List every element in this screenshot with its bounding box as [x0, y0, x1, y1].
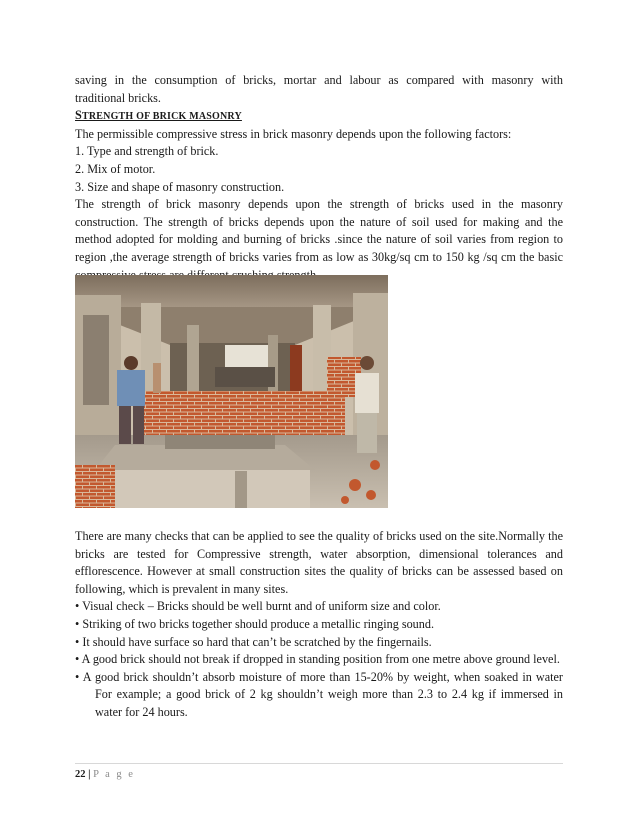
text-block-bottom [75, 528, 563, 722]
factor-item: 1. Type and strength of brick. [75, 144, 219, 159]
intro-line-2: traditional bricks. [75, 90, 161, 105]
bullet-item: • A good brick should not break if dropped in standing position from one metre above ground level. [75, 652, 560, 667]
factor-item: 3. Size and shape of masonry construction. [75, 179, 285, 194]
bullet-item: • A good brick shouldn’t absorb moisture of more than 15-20% by weight, when soaked in water For example; a good brick of 2 kg shouldn’t weigh more than 2.3 to 2.4 kg if immersed in water for 24 hours. [75, 669, 563, 719]
factors-intro: The permissible compressive stress in brick masonry depends upon the following factors: [75, 126, 512, 141]
factor-item: 2. Mix of motor. [75, 161, 156, 176]
page-word: P a g e [93, 769, 135, 780]
footer-divider [75, 763, 563, 764]
bullet-item: • Striking of two bricks together should produce a metallic ringing sound. [75, 616, 434, 631]
checks-paragraph: There are many checks that can be applied to see the quality of bricks used on the site.Normally the bricks are tested for Compressive strength, water absorption, dimensional tolerances and efflorescence. However at small construction sites the quality of bricks can be assessed based on following, which is prevalent in many sites. [75, 529, 563, 596]
footer-separator: | [85, 769, 94, 780]
heading-rest: TRENGTH OF BRICK MASONRY [81, 111, 242, 123]
construction-photo [75, 275, 388, 508]
bullet-item: • It should have surface so hard that can’t be scratched by the fingernails. [75, 634, 432, 649]
text-block-top [75, 72, 563, 284]
section-heading [75, 107, 563, 126]
intro-line-1: saving in the consumption of bricks, mortar and labour as compared with masonry with [75, 73, 563, 87]
bullet-item: • Visual check – Bricks should be well burnt and of uniform size and color. [75, 599, 441, 614]
page-number: 22 [75, 769, 86, 780]
strength-paragraph: The strength of brick masonry depends upon the strength of bricks used in the masonry construction. The strength of bricks depends upon the nature of soil used for making and the method adopted for molding and burning of bricks .since the nature of soil varies from region to region ,the average strength of bricks varies from as low as 30kg/sq cm to 150 kg /sq cm the basic [75, 197, 563, 264]
page-footer [75, 768, 135, 782]
heading-initial: S [75, 108, 82, 123]
brick-masonry-site-image [75, 275, 388, 508]
